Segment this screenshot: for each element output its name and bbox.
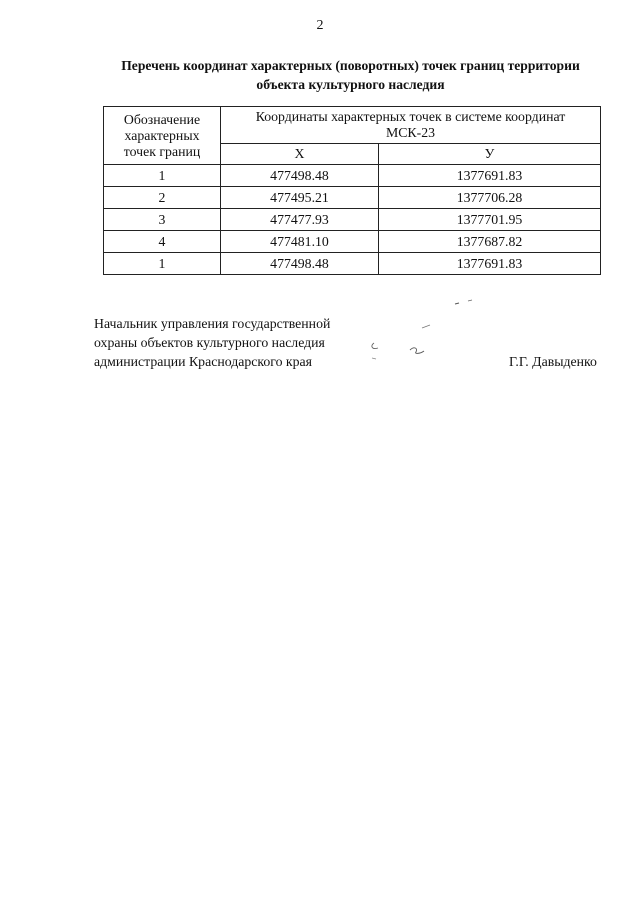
signer-name: Г.Г. Давыденко <box>509 354 597 369</box>
header-x: X <box>221 144 379 165</box>
cell-y: 1377706.28 <box>379 187 601 209</box>
cell-y: 1377701.95 <box>379 209 601 231</box>
header-coordinates: Координаты характерных точек в системе координат МСК-23 <box>221 107 601 144</box>
header-point-designation: Обозначение характерных точек границ <box>104 107 221 165</box>
table-row <box>104 253 601 275</box>
cell-point: 1 <box>104 253 221 275</box>
handwritten-signature <box>360 296 480 366</box>
table-row <box>104 187 601 209</box>
table-row <box>104 209 601 231</box>
page-number: 2 <box>316 18 324 33</box>
cell-x: 477481.10 <box>221 231 379 253</box>
cell-x: 477477.93 <box>221 209 379 231</box>
table-row <box>104 231 601 253</box>
cell-x: 477498.48 <box>221 253 379 275</box>
position-line-2: охраны объектов культурного наследия <box>94 335 325 350</box>
cell-y: 1377691.83 <box>379 165 601 187</box>
header-y: У <box>379 144 601 165</box>
cell-point: 1 <box>104 165 221 187</box>
cell-point: 4 <box>104 231 221 253</box>
cell-y: 1377691.83 <box>379 253 601 275</box>
document-title <box>88 56 613 94</box>
table-row <box>104 165 601 187</box>
position-line-3: администрации Краснодарского края <box>94 354 313 369</box>
cell-point: 2 <box>104 187 221 209</box>
cell-point: 3 <box>104 209 221 231</box>
position-line-1: Начальник управления государственной <box>94 316 331 331</box>
coordinates-table <box>103 106 601 275</box>
title-line-1: Перечень координат характерных (поворотных) точек границ территории <box>121 58 580 73</box>
title-line-2: объекта культурного наследия <box>256 77 445 92</box>
signer-position <box>94 314 330 371</box>
cell-y: 1377687.82 <box>379 231 601 253</box>
cell-x: 477495.21 <box>221 187 379 209</box>
cell-x: 477498.48 <box>221 165 379 187</box>
